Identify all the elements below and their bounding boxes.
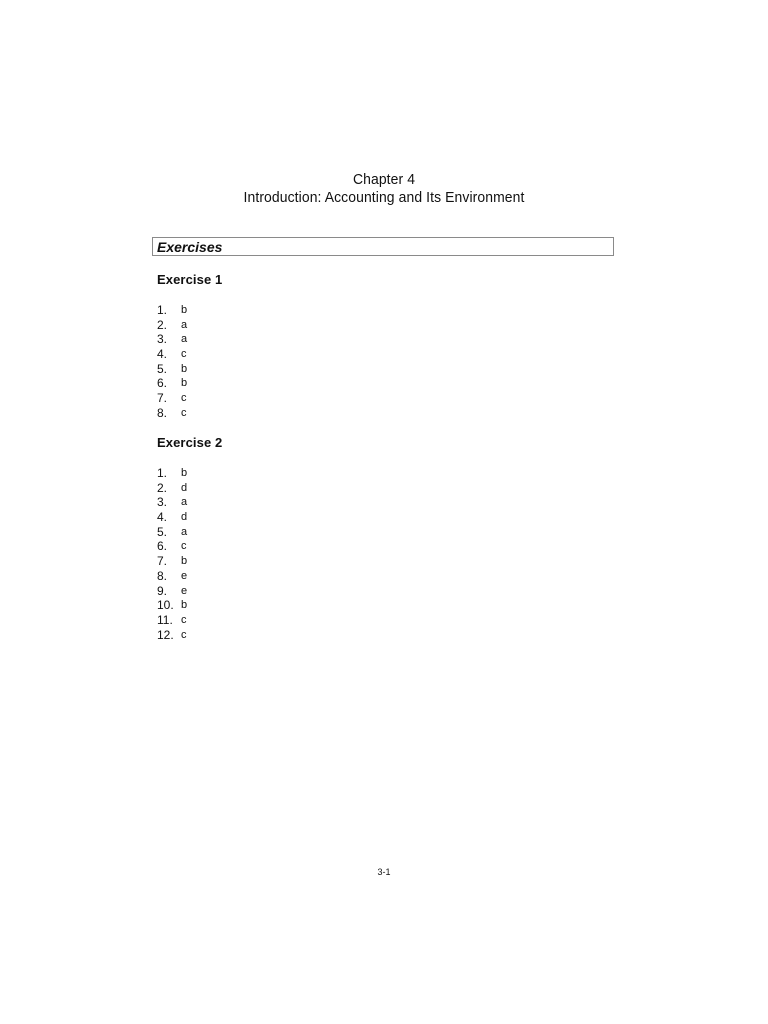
answer-value: c bbox=[181, 540, 187, 553]
answer-number: 5. bbox=[157, 524, 168, 539]
answer-value: a bbox=[181, 318, 188, 331]
answer-value: d bbox=[181, 481, 188, 494]
answer-value: b bbox=[181, 362, 188, 375]
chapter-title-block bbox=[0, 171, 768, 206]
answer-number: 4. bbox=[157, 347, 168, 362]
answer-number: 8. bbox=[157, 568, 168, 583]
section-header-box bbox=[152, 237, 614, 256]
answer-value: c bbox=[181, 406, 187, 419]
answer-value: c bbox=[181, 613, 187, 626]
answer-value: c bbox=[181, 392, 187, 405]
answer-value: a bbox=[181, 496, 188, 509]
chapter-number: Chapter 4 bbox=[352, 171, 416, 188]
section-label: Exercises bbox=[157, 239, 223, 255]
answer-number: 3. bbox=[157, 495, 168, 510]
answer-number: 1. bbox=[157, 303, 168, 317]
answer-value: a bbox=[181, 525, 188, 538]
answer-number: 4. bbox=[157, 510, 168, 525]
chapter-title: Introduction: Accounting and Its Environment bbox=[243, 189, 525, 206]
answer-value: d bbox=[181, 511, 188, 524]
answer-value: b bbox=[181, 304, 188, 316]
answer-value: c bbox=[181, 628, 187, 641]
answer-number: 11. bbox=[157, 612, 173, 627]
answer-value: a bbox=[181, 333, 188, 346]
answer-number: 6. bbox=[157, 539, 168, 554]
answer-value: b bbox=[181, 467, 188, 479]
answer-number: 1. bbox=[157, 466, 168, 480]
answer-number: 3. bbox=[157, 332, 168, 347]
answer-number: 2. bbox=[157, 480, 168, 495]
answer-value: e bbox=[181, 569, 188, 582]
answer-value: b bbox=[181, 555, 188, 568]
answer-number: 6. bbox=[157, 376, 168, 391]
page-number: 3-1 bbox=[377, 867, 391, 877]
answer-number: 5. bbox=[157, 361, 168, 376]
answer-value: e bbox=[181, 584, 188, 597]
answer-number: 9. bbox=[157, 583, 168, 598]
answer-number: 7. bbox=[157, 391, 168, 406]
answer-number: 7. bbox=[157, 554, 168, 569]
answer-number: 10. bbox=[157, 598, 174, 613]
answer-value: c bbox=[181, 348, 187, 361]
answer-value: b bbox=[181, 599, 188, 612]
exercise-1-heading: Exercise 1 bbox=[157, 272, 223, 287]
answer-number: 8. bbox=[157, 405, 168, 420]
answer-number: 12. bbox=[157, 627, 174, 642]
answer-value: b bbox=[181, 377, 188, 390]
exercise-2-heading: Exercise 2 bbox=[157, 435, 223, 450]
answer-number: 2. bbox=[157, 317, 168, 332]
